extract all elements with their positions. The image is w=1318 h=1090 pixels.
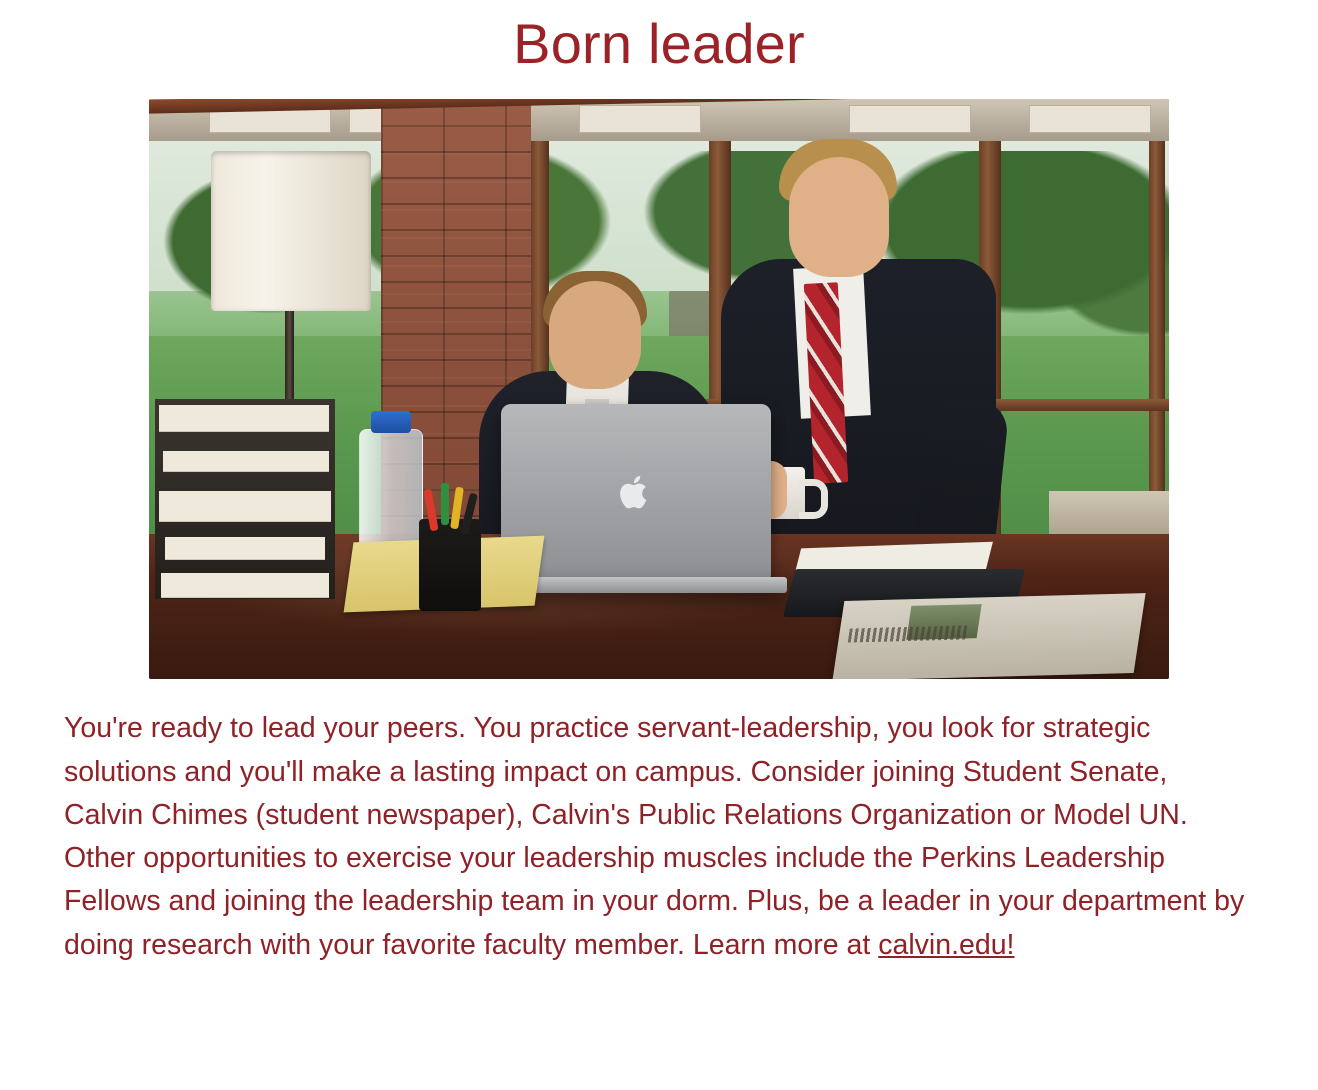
standing-student-head — [789, 157, 889, 277]
paper-stack — [159, 405, 329, 431]
pen — [441, 483, 449, 525]
article-body-text: You're ready to lead your peers. You practice servant-leadership, you look for strategic solutions and you'll make a lasting impact on campus. Consider joining Student Senate, Calvin Chimes (student newspaper), Calvin's Public Relations Organization or Model UN. Other opportunities to exercise your leadership muscles include the Perkins Leadership Fellows and joining the leadership team in your dorm. Plus, be a leader in your department by doing research with your favorite faculty member. Learn more at — [64, 712, 1245, 961]
photo-scene — [149, 99, 1169, 679]
ceiling-panel — [849, 105, 971, 133]
paper-stack — [159, 491, 331, 521]
ceiling-panel — [1029, 105, 1151, 133]
seated-student-head — [549, 281, 641, 389]
ceiling-panel — [579, 105, 701, 133]
coffee-mug-handle — [799, 479, 828, 519]
article-page — [0, 10, 1318, 991]
lamp-shade — [211, 151, 371, 311]
water-bottle-cap — [371, 411, 411, 433]
pen-cup — [419, 519, 481, 611]
paper-stack — [161, 573, 329, 597]
water-bottle — [359, 429, 423, 551]
article-figure — [149, 99, 1169, 679]
calvin-edu-link[interactable]: calvin.edu! — [878, 928, 1015, 961]
article-photo — [149, 99, 1169, 679]
paper-stack — [165, 537, 325, 559]
apple-logo-icon — [619, 473, 653, 511]
page-title: Born leader — [513, 12, 805, 75]
paper-stack — [163, 451, 329, 471]
article-body — [64, 707, 1254, 991]
